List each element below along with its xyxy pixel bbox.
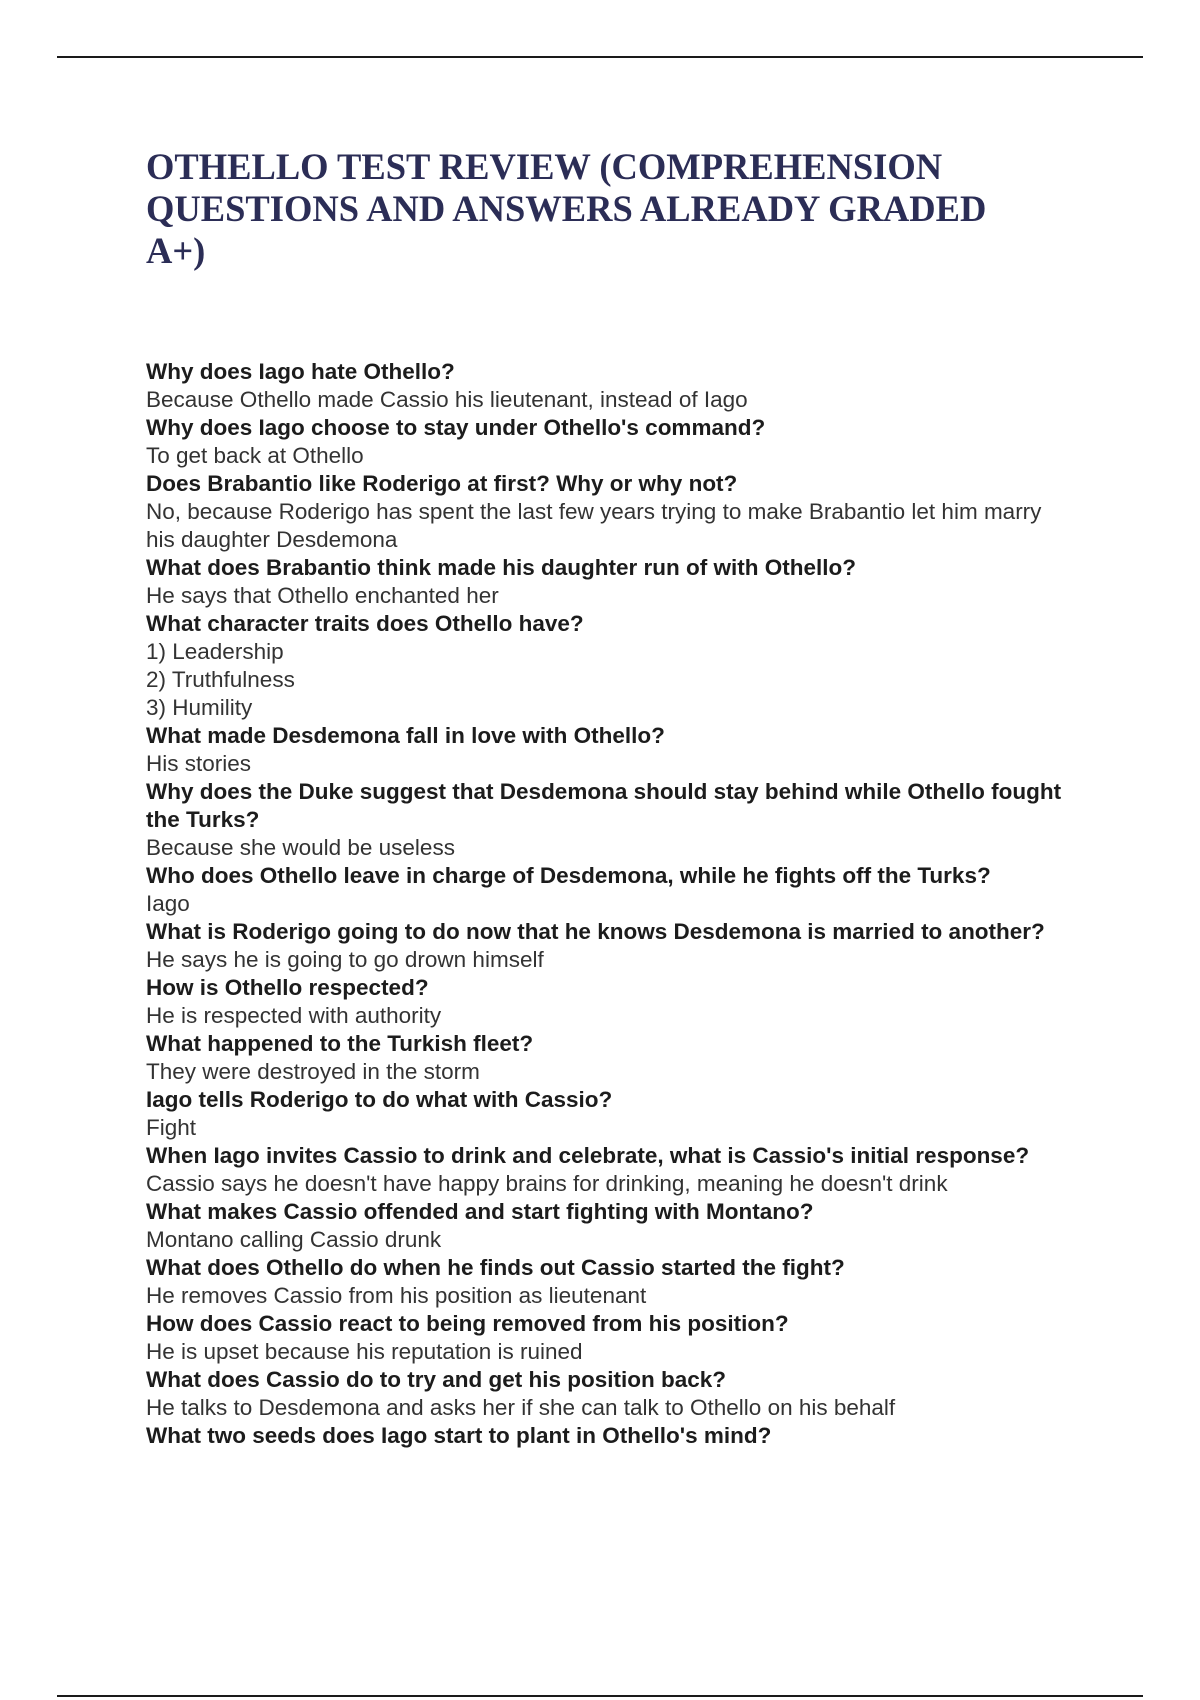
answer-text: He removes Cassio from his position as lieutenant <box>146 1283 647 1308</box>
question-text: What made Desdemona fall in love with Othello? <box>146 723 665 748</box>
answer-text: He is upset because his reputation is ruined <box>146 1339 583 1364</box>
answer-text: No, because Roderigo has spent the last few years trying to make Brabantio let him marry his daughter Desdemona <box>146 499 1042 552</box>
question-text: Why does the Duke suggest that Desdemona should stay behind while Othello fought the Turks? <box>146 779 1062 832</box>
answer-text: He talks to Desdemona and asks her if she can talk to Othello on his behalf <box>146 1395 896 1420</box>
answer-text: Fight <box>146 1115 197 1140</box>
question-text: What is Roderigo going to do now that he knows Desdemona is married to another? <box>146 919 1045 944</box>
question-text: Why does Iago hate Othello? <box>146 359 455 384</box>
question-text: How does Cassio react to being removed from his position? <box>146 1311 789 1336</box>
question-text: Iago tells Roderigo to do what with Cassio? <box>146 1087 613 1112</box>
answer-text: He says that Othello enchanted her <box>146 583 499 608</box>
answer-text: 1) Leadership <box>146 639 284 664</box>
question-text: How is Othello respected? <box>146 975 429 1000</box>
answer-text: They were destroyed in the storm <box>146 1059 480 1084</box>
answer-text: Because Othello made Cassio his lieutenant, instead of Iago <box>146 387 748 412</box>
answer-text: Iago <box>146 891 190 916</box>
question-text: What two seeds does Iago start to plant in Othello's mind? <box>146 1423 772 1448</box>
bottom-rule <box>57 1695 1143 1697</box>
question-text: What character traits does Othello have? <box>146 611 584 636</box>
question-text: What does Othello do when he finds out Cassio started the fight? <box>146 1255 845 1280</box>
question-text: What makes Cassio offended and start fighting with Montano? <box>146 1199 814 1224</box>
answer-text: Because she would be useless <box>146 835 455 860</box>
qa-list <box>146 358 1066 1450</box>
question-text: What happened to the Turkish fleet? <box>146 1031 534 1056</box>
answer-text: He is respected with authority <box>146 1003 442 1028</box>
question-text: Does Brabantio like Roderigo at first? Why or why not? <box>146 471 738 496</box>
document-title: OTHELLO TEST REVIEW (COMPREHENSION QUESTIONS AND ANSWERS ALREADY GRADED A+) <box>146 146 987 271</box>
question-text: What does Brabantio think made his daughter run of with Othello? <box>146 555 857 580</box>
answer-text: His stories <box>146 751 252 776</box>
answer-text: He says he is going to go drown himself <box>146 947 544 972</box>
question-text: Who does Othello leave in charge of Desdemona, while he fights off the Turks? <box>146 863 991 888</box>
answer-text: Montano calling Cassio drunk <box>146 1227 442 1252</box>
answer-text: Cassio says he doesn't have happy brains for drinking, meaning he doesn't drink <box>146 1171 948 1196</box>
top-rule <box>57 56 1143 58</box>
answer-text: To get back at Othello <box>146 443 364 468</box>
question-text: When Iago invites Cassio to drink and celebrate, what is Cassio's initial response? <box>146 1143 1030 1168</box>
question-text: Why does Iago choose to stay under Othello's command? <box>146 415 766 440</box>
question-text: What does Cassio do to try and get his position back? <box>146 1367 727 1392</box>
answer-text: 3) Humility <box>146 695 253 720</box>
answer-text: 2) Truthfulness <box>146 667 295 692</box>
